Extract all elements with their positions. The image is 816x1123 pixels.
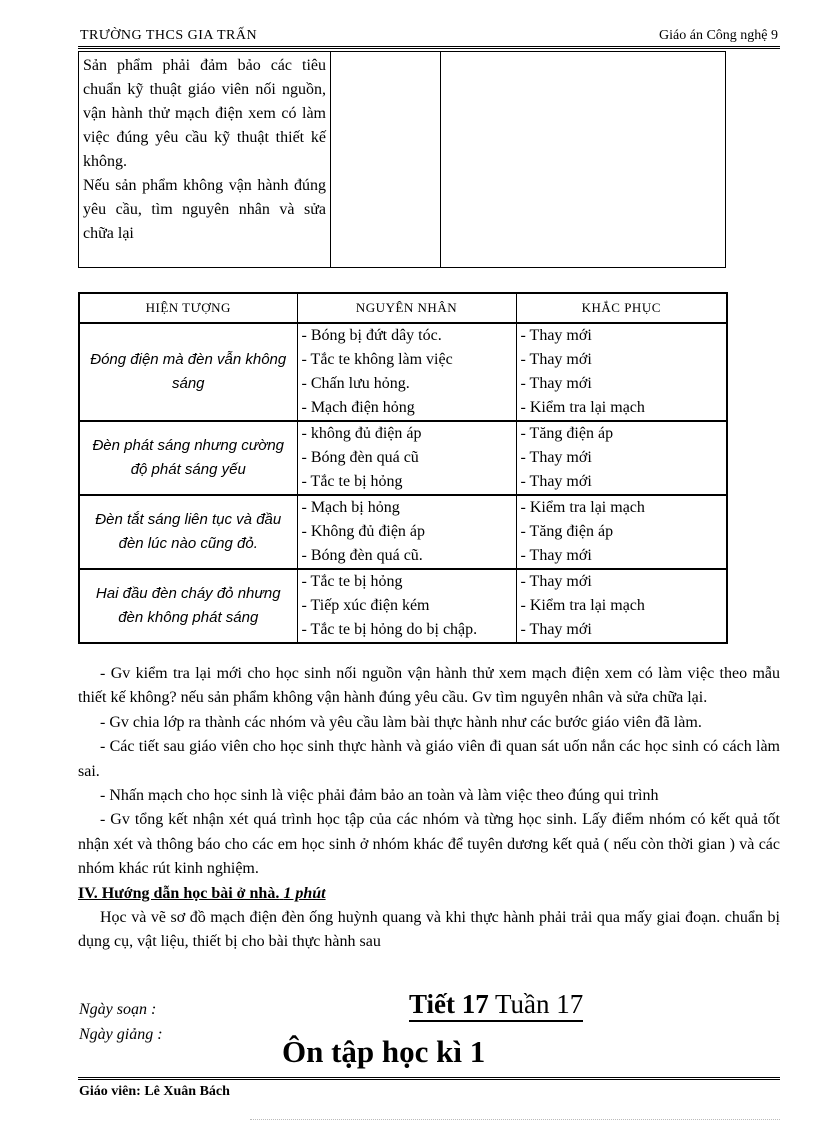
fix-product-text: Nếu sản phẩm không vận hành đúng yêu cầu, tìm nguyên nhân và sửa chữa lại [83, 177, 326, 242]
fix-item: - Thay mới [520, 473, 592, 490]
continuation-cell-text [79, 52, 331, 268]
cause-item: - Bóng đèn quá cũ. [301, 547, 423, 564]
cause-item: - Chấn lưu hỏng. [301, 375, 410, 392]
prep-date-label: Ngày soạn : [79, 1001, 157, 1018]
cause-item: - Mạch bị hỏng [301, 499, 400, 516]
cause-item: - Bóng bị đứt dây tóc. [301, 327, 442, 344]
body-paragraph: - Gv chia lớp ra thành các nhóm và yêu cầu làm bài thực hành như các bước giáo viên đã làm. [100, 713, 702, 731]
teach-date-label: Ngày giảng : [79, 1026, 163, 1043]
continuation-table [78, 51, 726, 268]
fix-item: - Thay mới [520, 573, 592, 590]
body-paragraph: - Các tiết sau giáo viên cho học sinh thực hành và giáo viên đi quan sát uốn nắn các học sinh có cách làm sai. [78, 738, 780, 780]
lesson-week: Tuần 17 [495, 989, 584, 1019]
phenomenon-cell: Đèn tắt sáng liên tục và đầu đèn lúc nào cũng đỏ. [79, 495, 297, 569]
continuation-cell-empty [441, 52, 726, 268]
cause-cell [297, 323, 516, 421]
lesson-body [78, 662, 780, 955]
table-row [79, 569, 727, 643]
troubleshooting-table [78, 292, 728, 644]
fix-cell [516, 495, 727, 569]
table-row [79, 323, 727, 421]
teacher-name: Giáo viên: Lê Xuân Bách [79, 1084, 230, 1099]
fix-cell [516, 421, 727, 495]
table-row [79, 495, 727, 569]
fix-item: - Thay mới [520, 621, 592, 638]
cause-item: - Tắc te bị hỏng [301, 573, 403, 590]
cause-item: - Tắc te không làm việc [301, 351, 453, 368]
fix-item: - Thay mới [520, 547, 592, 564]
school-name: TRƯỜNG THCS GIA TRẤN [80, 28, 258, 43]
fix-item: - Kiểm tra lại mạch [520, 499, 645, 516]
cause-item: - Mạch điện hỏng [301, 399, 415, 416]
check-product-text: Sản phẩm phải đảm bảo các tiêu chuẩn kỹ thuật giáo viên nối nguồn, vận hành thử mạch điện xem có làm việc đúng yêu cầu kỹ thuật thiết kế không. [83, 57, 326, 170]
body-paragraph: - Nhấn mạch cho học sinh là việc phải đảm bảo an toàn và làm việc theo đúng qui trình [100, 787, 659, 805]
fix-item: - Tăng điện áp [520, 425, 614, 442]
cause-item: - không đủ điện áp [301, 425, 422, 442]
page-header [78, 28, 780, 49]
footer-divider [78, 1077, 780, 1080]
lesson-period-title [409, 988, 583, 1022]
footer-rule [250, 1119, 780, 1120]
header-fix: KHẮC PHỤC [516, 293, 727, 323]
fix-item: - Thay mới [520, 449, 592, 466]
section-duration: 1 phút [283, 884, 326, 902]
fix-item: - Thay mới [520, 327, 592, 344]
phenomenon-cell: Hai đầu đèn cháy đỏ nhưng đèn không phát sáng [79, 569, 297, 643]
section-heading [78, 882, 780, 906]
lesson-period: Tiết 17 [409, 989, 489, 1019]
cause-cell [297, 421, 516, 495]
fix-item: - Kiểm tra lại mạch [520, 597, 645, 614]
fix-item: - Thay mới [520, 375, 592, 392]
review-title: Ôn tập học kì 1 [282, 1034, 486, 1069]
phenomenon-cell: Đèn phát sáng nhưng cường độ phát sáng yếu [79, 421, 297, 495]
fix-cell [516, 323, 727, 421]
body-paragraph: - Gv kiểm tra lại mới cho học sinh nối nguồn vận hành thử xem mạch điện xem có làm việc theo mẫu thiết kế không? nếu sản phẩm không vận hành đúng yêu cầu. Gv tìm nguyên nhân và sửa chữa lại. [78, 665, 780, 707]
cause-item: - Tắc te bị hỏng [301, 473, 403, 490]
cause-cell [297, 495, 516, 569]
fix-item: - Kiểm tra lại mạch [520, 399, 645, 416]
fix-cell [516, 569, 727, 643]
header-phenomenon: HIỆN TƯỢNG [79, 293, 297, 323]
cause-item: - Không đủ điện áp [301, 523, 426, 540]
fix-item: - Tăng điện áp [520, 523, 614, 540]
phenomenon-cell: Đóng điện mà đèn vẫn không sáng [79, 323, 297, 421]
fix-item: - Thay mới [520, 351, 592, 368]
body-paragraph: - Gv tổng kết nhận xét quá trình học tập của các nhóm và từng học sinh. Lấy điểm nhóm có kết quả tốt nhận xét và thông báo cho các em học sinh ở nhóm khác để tuyên dương kết quả ( nếu còn thời gian ) và các nhóm khác rút kinh nghiệm. [78, 811, 780, 878]
subject-name: Giáo án Công nghệ 9 [659, 28, 778, 43]
cause-item: - Tiếp xúc điện kém [301, 597, 430, 614]
header-cause: NGUYÊN NHÂN [297, 293, 516, 323]
cause-item: - Bóng đèn quá cũ [301, 449, 419, 466]
section-heading-text: IV. Hướng dẫn học bài ở nhà. [78, 884, 280, 902]
continuation-cell-empty [331, 52, 441, 268]
cause-item: - Tắc te bị hỏng do bị chập. [301, 621, 478, 638]
cause-cell [297, 569, 516, 643]
table-row [79, 421, 727, 495]
homework-paragraph: Học và vẽ sơ đồ mạch điện đèn ống huỳnh quang và khi thực hành phải trải qua mấy giai đoạn. chuẩn bị dụng cụ, vật liệu, thiết bị cho bài thực hành sau [78, 909, 780, 951]
